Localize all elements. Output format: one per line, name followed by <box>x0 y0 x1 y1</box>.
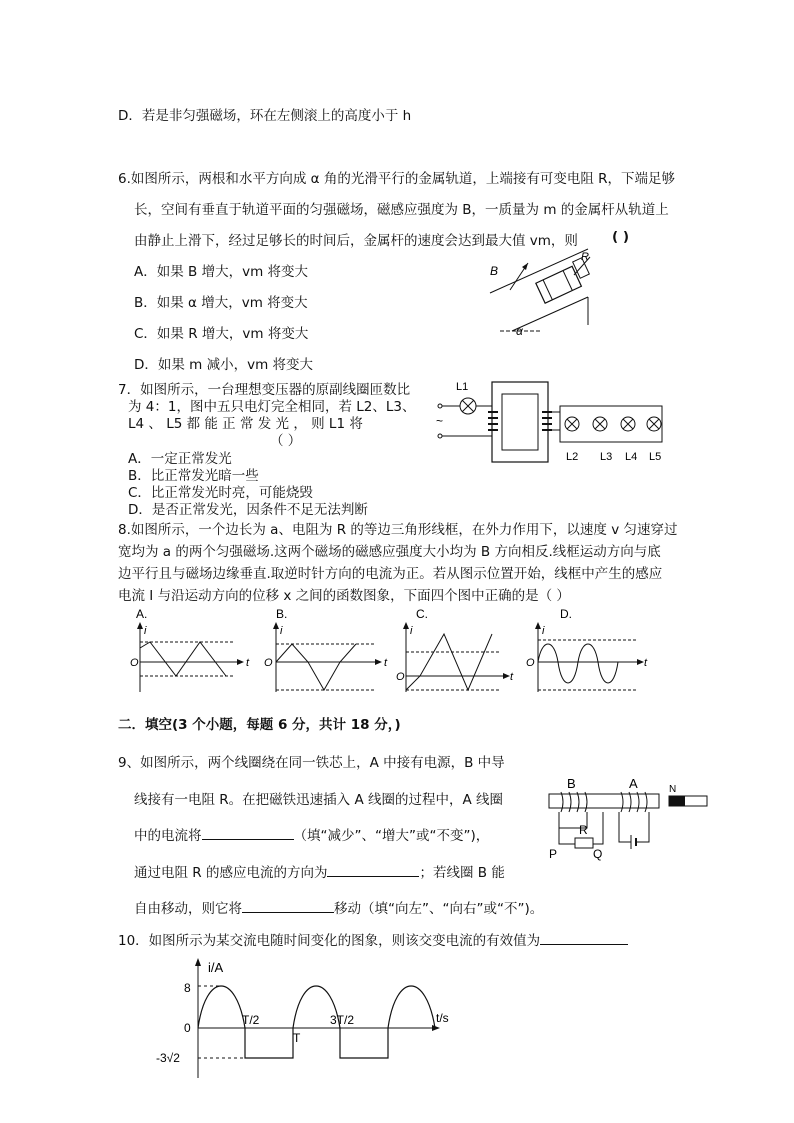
q8-graph-a-origin: O <box>130 657 139 669</box>
q7-option-b: B．比正常发光暗一些 <box>128 468 259 484</box>
q10-graph-xlabel: t/s <box>436 1011 449 1025</box>
section-2-title: 二．填空(3 个小题，每题 6 分，共计 18 分，) <box>118 717 401 733</box>
q7-fig-l1: L1 <box>456 381 469 393</box>
q8-graph-b-xlabel: t <box>384 657 388 669</box>
q9-line-3 <box>134 824 489 844</box>
q8-graph-d <box>520 604 650 696</box>
q10-graph-x-t: T <box>293 1031 301 1045</box>
q8-graph-b-origin: O <box>264 657 273 669</box>
q9-blank-2[interactable] <box>327 863 419 877</box>
q8-graph-d-xlabel: t <box>644 657 648 669</box>
q6-fig-alpha: α <box>516 324 523 338</box>
q7-line-3: L4 、 L5 都 能 正 常 发 光 ， 则 L1 将 <box>128 416 363 432</box>
q9-line-4-start: 通过电阻 R 的感应电流的方向为 <box>134 865 328 881</box>
q10-current-graph <box>150 950 470 1082</box>
q9-fig-p: P <box>549 847 558 861</box>
q8-graph-c-xlabel: t <box>510 671 514 683</box>
q10-graph-x-3half: 3T/2 <box>330 1013 355 1027</box>
q9-line-4-end: ；若线圈 B 能 <box>419 865 505 881</box>
q8-graph-c <box>392 604 522 696</box>
q6-rail-figure <box>480 245 610 340</box>
q6-option-a: A．如果 B 增大，vm 将变大 <box>134 264 309 280</box>
q6-option-b: B．如果 α 增大，vm 将变大 <box>134 295 308 311</box>
q6-line-1: 6.如图所示，两根和水平方向成 α 角的光滑平行的金属轨道，上端接有可变电阻 R，下端足够 <box>118 171 676 187</box>
q7-fig-l5: L5 <box>649 451 662 463</box>
q7-option-d: D．是否正常发光，因条件不足无法判断 <box>128 502 368 518</box>
q8-graph-a-xlabel: t <box>246 657 250 669</box>
q9-line-3-end: （填“减少”、“增大”或“不变”)， <box>293 828 490 844</box>
q8-line-1: 8.如图所示，一个边长为 a、电阻为 R 的等边三角形线框，在外力作用下，以速度 v 匀速穿过 <box>118 522 678 538</box>
q9-fig-b: B <box>567 776 576 791</box>
q7-line-1: 7．如图所示，一台理想变压器的原副线圈匝数比 <box>118 382 411 398</box>
q9-blank-1[interactable] <box>202 826 294 840</box>
q6-answer-bracket: ( ) <box>612 229 630 245</box>
q10-blank[interactable] <box>540 931 628 945</box>
q7-answer-bracket: （ ） <box>270 433 302 449</box>
q8-graph-c-origin: O <box>396 671 405 683</box>
q7-fig-l3: L3 <box>600 451 613 463</box>
q8-graph-d-origin: O <box>526 657 535 669</box>
q10-graph-y8: 8 <box>184 981 191 995</box>
q10-line-1 <box>118 929 628 949</box>
q8-graph-c-ylabel: i <box>410 625 413 637</box>
q8-graph-d-label: D. <box>560 607 572 621</box>
q6-option-c: C．如果 R 增大，vm 将变大 <box>134 326 309 342</box>
q8-graph-b <box>258 604 388 696</box>
q6-fig-r: R <box>581 251 589 263</box>
q7-fig-l2: L2 <box>566 451 579 463</box>
q9-fig-q: Q <box>593 847 603 861</box>
q9-line-5-end: 移动（填“向左”、“向右”或“不”)。 <box>334 901 544 917</box>
q8-line-2: 宽均为 a 的两个匀强磁场.这两个磁场的磁感应强度大小均为 B 方向相反.线框运动方向与底 <box>118 544 661 560</box>
q7-transformer-figure <box>430 378 670 466</box>
q8-graph-a <box>126 604 256 696</box>
q5-option-d: D．若是非匀强磁场，环在左侧滚上的高度小于 h <box>118 108 412 124</box>
q7-fig-source: ~ <box>436 414 444 428</box>
q7-option-c: C．比正常发光时亮，可能烧毁 <box>128 485 313 501</box>
q8-line-3: 边平行且与磁场边缘垂直.取逆时针方向的电流为正。若从图示位置开始，线框中产生的感应 <box>118 566 663 582</box>
q9-line-3-start: 中的电流将 <box>134 828 202 844</box>
q8-graph-c-label: C. <box>416 607 428 621</box>
q8-graph-a-ylabel: i <box>144 625 147 637</box>
q7-option-a: A．一定正常发光 <box>128 451 232 467</box>
q9-blank-3[interactable] <box>242 899 334 913</box>
q9-line-4 <box>134 861 505 881</box>
q6-fig-b: B <box>490 264 499 278</box>
q9-line-5 <box>134 897 543 917</box>
q9-line-5-start: 自由移动，则它将 <box>134 901 242 917</box>
q10-line-1-text: 10．如图所示为某交流电随时间变化的图象，则该交变电流的有效值为 <box>118 933 541 949</box>
q6-line-2: 长，空间有垂直于轨道平面的匀强磁场，磁感应强度为 B，一质量为 m 的金属杆从轨道上 <box>134 202 669 218</box>
q10-graph-y0: 0 <box>184 1021 191 1035</box>
q9-fig-r: R <box>579 823 588 837</box>
q9-coil-figure <box>545 772 715 862</box>
q10-graph-x-half: T/2 <box>242 1013 260 1027</box>
q7-line-2: 为 4：1，图中五只电灯完全相同，若 L2、L3、 <box>128 399 416 415</box>
q6-option-d: D．如果 m 减小，vm 将变大 <box>134 357 314 373</box>
q10-graph-ylabel: i/A <box>208 960 224 975</box>
q8-graph-b-label: B. <box>276 607 288 621</box>
q8-graph-b-ylabel: i <box>280 625 283 637</box>
q6-line-3: 由静止上滑下，经过足够长的时间后，金属杆的速度会达到最大值 vm，则 <box>134 233 578 249</box>
q7-fig-l4: L4 <box>625 451 638 463</box>
q9-line-1: 9、如图所示，两个线圈绕在同一铁芯上，A 中接有电源，B 中导 <box>118 755 505 771</box>
q9-fig-n: N <box>669 784 677 795</box>
q8-line-4: 电流 I 与沿运动方向的位移 x 之间的函数图象，下面四个图中正确的是（ ） <box>118 588 570 604</box>
q10-graph-yneg: -3√2 <box>156 1051 180 1065</box>
q9-fig-a: A <box>629 776 638 791</box>
q8-graph-a-label: A. <box>136 607 148 621</box>
q9-line-2: 线接有一电阻 R。在把磁铁迅速插入 A 线圈的过程中，A 线圈 <box>134 792 504 808</box>
q8-graph-d-ylabel: i <box>542 625 545 637</box>
